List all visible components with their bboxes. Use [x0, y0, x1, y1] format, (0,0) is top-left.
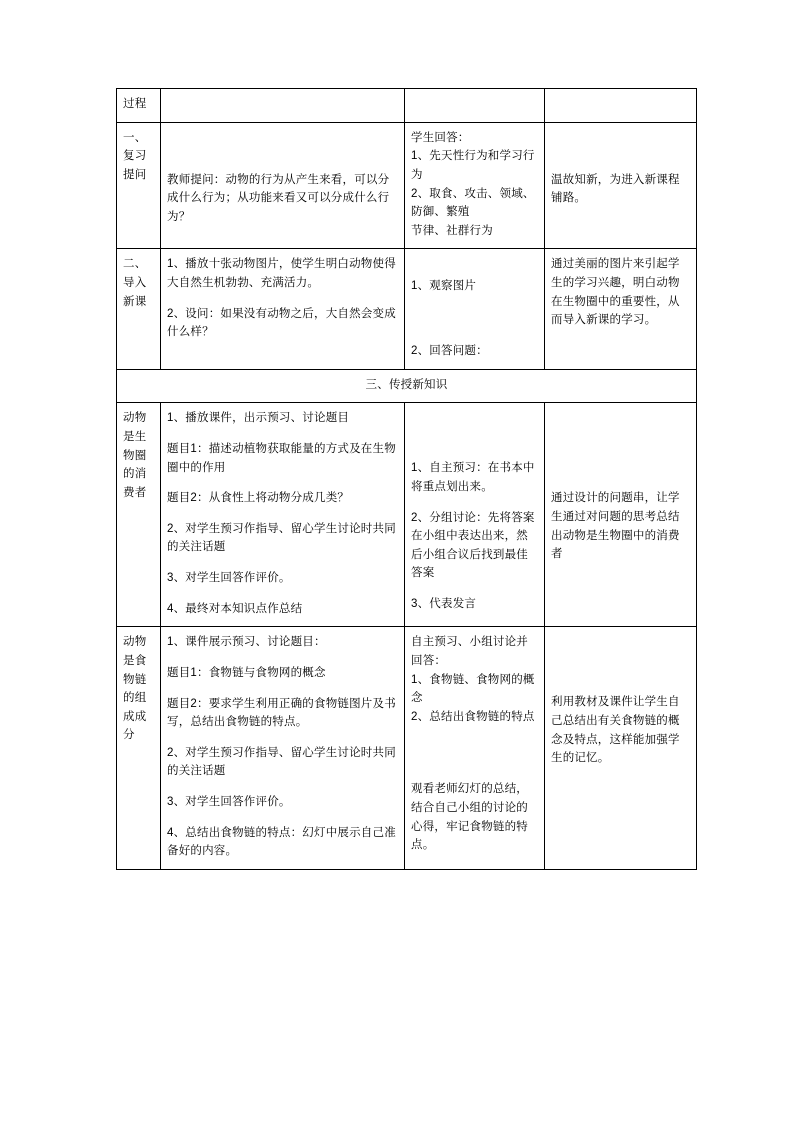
section-title-cell	[117, 369, 697, 403]
cell-student-review	[405, 122, 545, 249]
cell-student-consumer	[405, 403, 545, 627]
teacher-consumer-line-5: 3、对学生回答作评价。	[167, 572, 291, 584]
intent-intro-text: 通过美丽的图片来引起学生的学习兴趣，明白动物在生物圈中的重要性，从而导入新课的学习。	[551, 258, 680, 327]
cell-student-foodchain	[405, 627, 545, 870]
teacher-consumer-line-1: 1、播放课件，出示预习、讨论题目	[167, 412, 350, 425]
teacher-intro-line-1: 1、播放十张动物图片，使学生明白动物使得大自然生机勃勃、充满活力。	[167, 258, 396, 289]
intent-consumer-text: 通过设计的问题串，让学生通过对问题的思考总结出动物是生物圈中的消费者	[551, 492, 680, 561]
cell-intent-intro	[545, 249, 697, 369]
teacher-consumer-line-3: 题目2：从食性上将动物分成几类？	[167, 492, 350, 505]
student-review-line-3: 2、取食、攻击、领域、防御、繁殖	[411, 187, 535, 219]
teacher-foodchain-line-3: 题目2：要求学生利用正确的食物链图片及书写，总结出食物链的特点。	[167, 697, 396, 729]
student-foodchain-line-2: 1、食物链、食物网的概念	[411, 673, 535, 705]
intent-review-text: 温故知新，为进入新课程铺路。	[551, 173, 680, 205]
intent-foodchain-text: 利用教材及课件让学生自己总结出有关食物链的概念及特点，这样能加强学生的记忆。	[551, 696, 680, 765]
teacher-review-text: 教师提问：动物的行为从产生来看，可以分成什么行为；从功能来看又可以分成什么行为？	[167, 173, 390, 223]
cell-intent-consumer	[545, 403, 697, 627]
cell-header-b	[161, 89, 405, 123]
lesson-plan-table	[116, 88, 697, 870]
cell-header-c	[405, 89, 545, 123]
section-title-text: 三、传授新知识	[365, 378, 448, 391]
teacher-foodchain-line-5: 3、对学生回答作评价。	[167, 796, 291, 808]
stage-review-text: 一、复习提问	[123, 131, 147, 181]
cell-topic-consumer	[117, 403, 161, 627]
student-intro-line-1: 1、观察图片	[411, 280, 477, 293]
cell-teacher-consumer	[161, 403, 405, 627]
student-review-line-2: 1、先天性行为和学习行为	[411, 150, 535, 181]
student-consumer-line-2: 2、分组讨论：先将答案在小组中表达出来，然后小组合议后找到最佳答案	[411, 511, 535, 580]
teacher-foodchain-line-6: 4、总结出食物链的特点：幻灯中展示自己准备好的内容。	[167, 826, 396, 858]
table-row-section-title	[117, 369, 697, 403]
student-foodchain-line-1: 自主预习、小组讨论并回答：	[411, 636, 528, 667]
table-row-header	[117, 89, 697, 123]
student-consumer-line-3: 3、代表发言	[411, 598, 477, 610]
table-row-consumer	[117, 403, 697, 627]
cell-topic-foodchain	[117, 627, 161, 870]
student-foodchain-line-3: 2、总结出食物链的特点	[411, 710, 535, 723]
teacher-intro-line-2: 2、设问：如果没有动物之后，大自然会变成什么样？	[167, 307, 396, 339]
teacher-consumer-line-4: 2、对学生预习作指导、留心学生讨论时共同的关注话题	[167, 522, 396, 554]
student-review-line-4: 节律、社群行为	[411, 224, 493, 237]
cell-stage-intro	[117, 249, 161, 369]
teacher-foodchain-line-2: 题目1：食物链与食物网的概念	[167, 666, 326, 679]
process-label-text: 过程	[123, 98, 147, 110]
cell-teacher-review	[161, 122, 405, 249]
topic-foodchain-text: 动物是食物链的组成成分	[123, 636, 147, 742]
table-row-intro	[117, 249, 697, 369]
teacher-consumer-line-2: 题目1：描述动植物获取能量的方式及在生物圈中的作用	[167, 442, 396, 474]
student-review-line-1: 学生回答：	[411, 131, 470, 144]
teacher-foodchain-line-4: 2、对学生预习作指导、留心学生讨论时共同的关注话题	[167, 746, 396, 778]
cell-teacher-foodchain	[161, 627, 405, 870]
student-intro-line-2: 2、回答问题：	[411, 345, 488, 357]
student-foodchain-line-4: 观看老师幻灯的总结，结合自己小组的讨论的心得，牢记食物链的特点。	[411, 783, 528, 852]
teacher-consumer-line-6: 4、最终对本知识点作总结	[167, 602, 303, 615]
cell-student-intro	[405, 249, 545, 369]
stage-intro-text: 二、导入新课	[123, 258, 147, 308]
cell-header-d	[545, 89, 697, 123]
cell-teacher-intro	[161, 249, 405, 369]
topic-consumer-text: 动物是生物圈的消费者	[123, 412, 147, 499]
cell-intent-foodchain	[545, 627, 697, 870]
teacher-foodchain-line-1: 1、课件展示预习、讨论题目：	[167, 636, 326, 649]
table-row-review	[117, 122, 697, 249]
cell-process-label	[117, 89, 161, 123]
table-row-foodchain	[117, 627, 697, 870]
cell-intent-review	[545, 122, 697, 249]
student-consumer-line-1: 1、自主预习：在书本中将重点划出来。	[411, 462, 535, 493]
cell-stage-review	[117, 122, 161, 249]
